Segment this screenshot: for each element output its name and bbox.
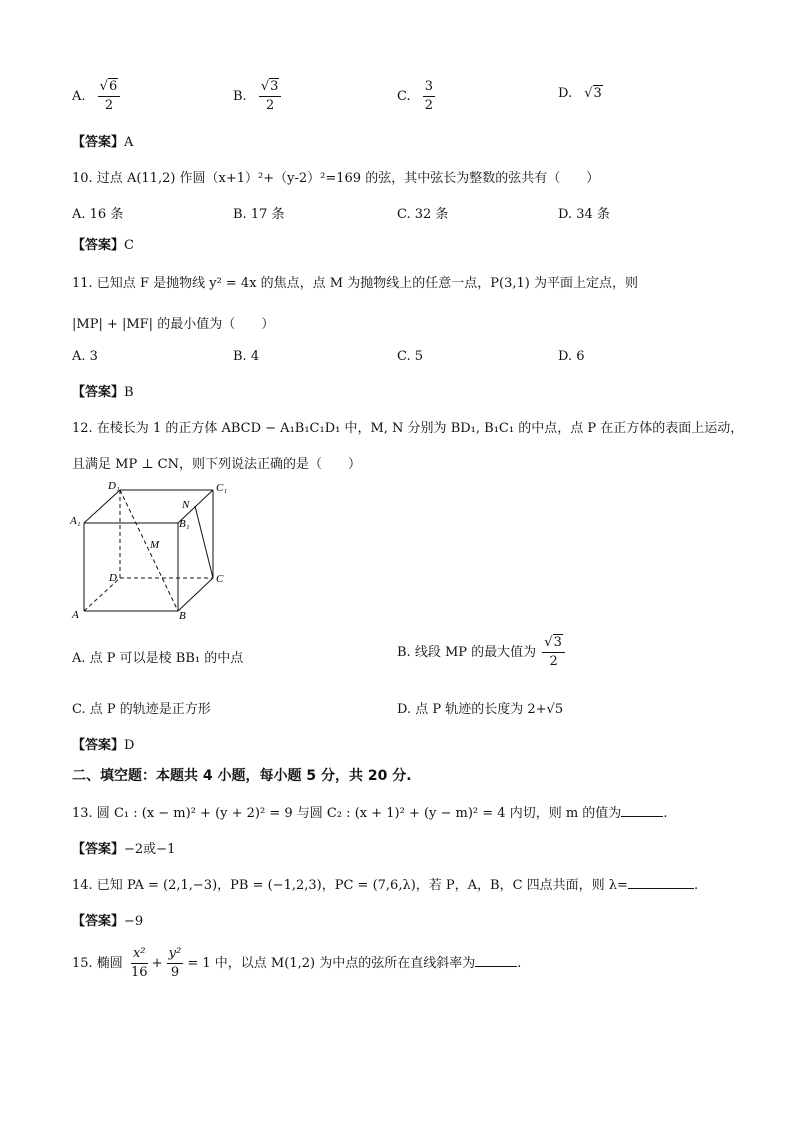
q14-stem: 14. 已知 PA = (2,1,−3)，PB = (−1,2,3)，PC = (7,6,λ)，若 P，A，B，C 四点共面，则 λ= . (72, 878, 699, 893)
q12-stem-line2: 且满足 MP ⊥ CN，则下列说法正确的是（ ） (72, 457, 362, 472)
q15-y-numerator: y² (167, 945, 184, 964)
q14-blank[interactable] (628, 888, 694, 889)
q11-answer: 【答案】B (72, 385, 134, 400)
q11-option-d: D. 6 (558, 349, 585, 364)
q11-option-c: C. 5 (397, 349, 424, 364)
q10-answer: 【答案】C (72, 238, 134, 253)
q12-stem-line1: 12. 在棱长为 1 的正方体 ABCD − A₁B₁C₁D₁ 中，M, N 分别为 BD₁, B₁C₁ 的中点，点 P 在正方体的表面上运动， (72, 421, 744, 436)
q12-answer: 【答案】D (72, 738, 135, 753)
section-title: 二、填空题：本题共 4 小题，每小题 5 分，共 20 分. (72, 768, 412, 784)
q9-c-denominator: 2 (424, 98, 434, 113)
edge-a1-d1 (84, 490, 120, 523)
q9-option-b: B. $\frac{√3}{2}$ (233, 78, 281, 115)
label-b1: B₁ (179, 518, 190, 530)
q9-c-numerator: 3 (423, 78, 435, 97)
edge-c-b (178, 578, 213, 611)
q10-option-c: C. 32 条 (397, 207, 449, 222)
q11-stem-line1: 11. 已知点 F 是抛物线 y² = 4x 的焦点，点 M 为抛物线上的任意一点，P(3,1) 为平面上定点，则 (72, 276, 638, 291)
label-c: C (216, 573, 224, 585)
q9-a-radicand: 6 (108, 79, 118, 94)
q9-option-c: C. $\frac{3}{2}$ (397, 79, 434, 113)
q9-answer: 【答案】A (72, 135, 134, 150)
q12-option-d: D. 点 P 轨迹的长度为 2+√5 (397, 702, 564, 717)
q10-stem: 10. 过点 A(11,2) 作圆（x+1）²+（y-2）²=169 的弦，其中弦长为整数的弦共有（ ） (72, 171, 600, 186)
q12-option-b: B. 线段 MP 的最大值为 $\frac{√3}{2}$ (397, 634, 565, 671)
q12-b-radicand: 3 (553, 635, 562, 650)
q9-b-radicand: 3 (270, 79, 279, 94)
q9-option-a: A. $\frac{√6}{2}$ (72, 78, 120, 115)
q11-option-b: B. 4 (233, 349, 260, 364)
q15-x-denominator: 16 (130, 965, 148, 980)
q15-stem: 15. 椭圆 $\frac{\text{x²}}{16}$ + $\frac{\text{y²}}{9}$ = 1 中，以点 M(1,2) 为中点的弦所在直线斜率为 . (72, 946, 522, 980)
q14-answer: 【答案】−9 (72, 914, 144, 929)
q9-option-d: D. √3 (558, 86, 602, 101)
label-d1: D₁ (108, 480, 120, 492)
hidden-diag-d1-b (120, 490, 178, 611)
q10-option-d: D. 34 条 (558, 207, 610, 222)
label-c1: C₁ (216, 482, 228, 494)
q10-option-b: B. 17 条 (233, 207, 285, 222)
q13-answer: 【答案】−2或−1 (72, 842, 176, 857)
label-n: N (182, 499, 190, 511)
label-d: D (109, 572, 117, 584)
label-b: B (179, 610, 186, 622)
label-m: M (150, 539, 160, 551)
q15-y-denominator: 9 (170, 965, 180, 980)
q13-blank[interactable] (621, 816, 663, 817)
q15-x-numerator: x² (131, 945, 148, 964)
q9-a-denominator: 2 (104, 98, 114, 113)
segment-c-n (195, 506, 213, 578)
q12-b-denominator: 2 (549, 654, 558, 669)
q12-option-c: C. 点 P 的轨迹是正方形 (72, 702, 211, 717)
cube-figure (66, 478, 236, 622)
q9-d-radicand: 3 (593, 86, 602, 101)
label-a: A (72, 609, 79, 621)
q13-stem: 13. 圆 C₁ : (x − m)² + (y + 2)² = 9 与圆 C₂ : (x + 1)² + (y − m)² = 4 内切，则 m 的值为 . (72, 806, 668, 821)
q11-stem-line2: |MP| + |MF| 的最小值为（ ） (72, 317, 275, 332)
q12-option-a: A. 点 P 可以是棱 BB₁ 的中点 (72, 651, 244, 666)
q9-b-denominator: 2 (265, 98, 275, 113)
q10-option-a: A. 16 条 (72, 207, 124, 222)
q11-option-a: A. 3 (72, 349, 98, 364)
label-a1: A₁ (70, 515, 81, 527)
q15-blank[interactable] (475, 966, 517, 967)
